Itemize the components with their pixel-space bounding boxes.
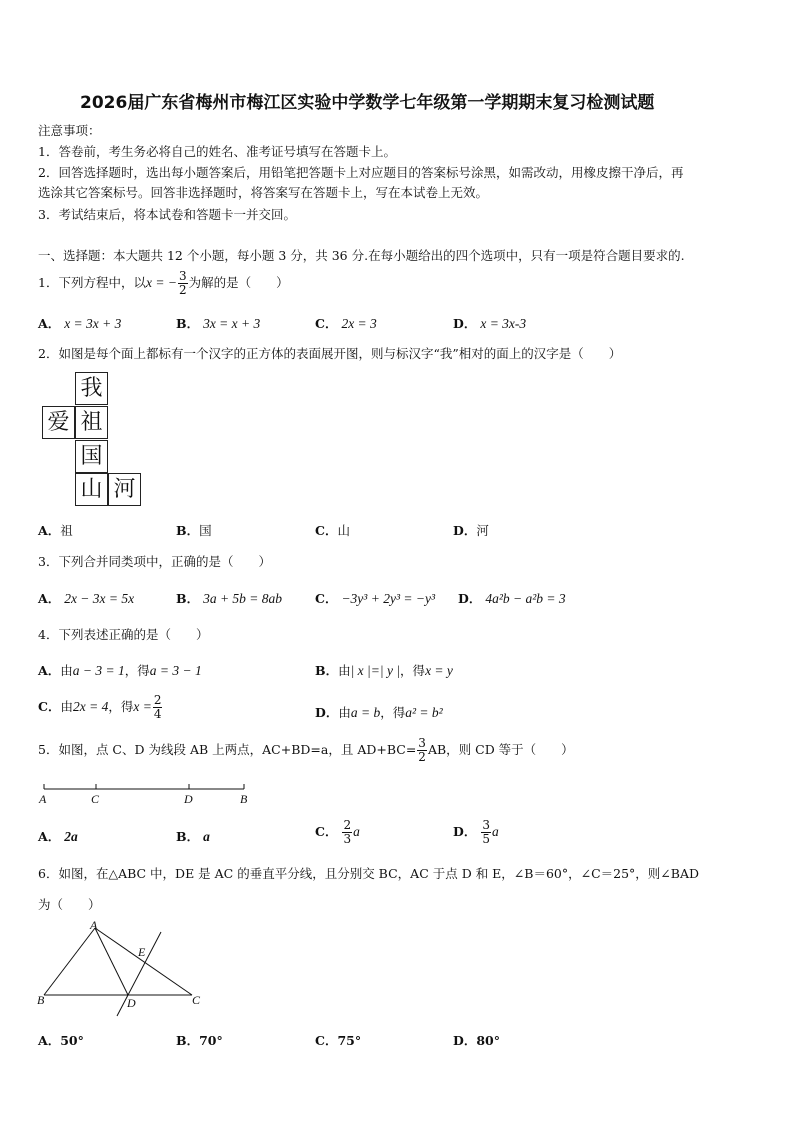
point-label: D (127, 996, 136, 1010)
q4-option-a[interactable] (38, 661, 202, 679)
option-label: D． (458, 591, 482, 606)
option-expression: x = (133, 699, 152, 714)
fraction-numerator: 2 (343, 818, 352, 832)
q6-option-b[interactable] (176, 1031, 223, 1049)
option-expression: a (203, 829, 210, 844)
option-label: C． (315, 316, 338, 331)
q6-option-c[interactable] (315, 1031, 361, 1049)
q1-stem-prefix: 1．下列方程中，以 (38, 275, 146, 290)
q5-option-c[interactable] (315, 817, 360, 847)
fraction-denominator: 4 (153, 707, 162, 721)
option-expression: | x |=| y | (350, 663, 401, 678)
fraction-denominator: 2 (178, 283, 187, 297)
option-text: 祖 (60, 523, 73, 538)
option-expression: a − 3 = 1 (72, 663, 125, 678)
option-expression: x = 3x + 3 (64, 316, 122, 331)
q5-option-b[interactable] (176, 827, 210, 845)
question-1-stem (38, 268, 289, 298)
q5-option-a[interactable] (38, 827, 78, 845)
notice-heading: 注意事项： (38, 123, 101, 138)
q5-stem-suffix: AB，则 CD 等于（ ） (427, 742, 574, 757)
option-label: D． (453, 316, 477, 331)
option-expression: a (491, 824, 499, 839)
notice-item: 2．回答选择题时，选出每小题答案后，用铅笔把答题卡上对应题目的答案标号涂黑，如需改动，用橡皮擦干净后，再 (38, 165, 684, 180)
option-text: 75° (337, 1033, 362, 1048)
q2-option-c[interactable] (315, 521, 350, 539)
net-face: 国 (75, 440, 108, 473)
option-fraction (481, 819, 491, 846)
q1-variable: x = − (145, 275, 177, 290)
segment-ad (95, 928, 128, 995)
option-expression: 4a²b − a²b = 3 (485, 591, 566, 606)
q4-option-d[interactable] (315, 703, 443, 721)
q5-fraction (417, 737, 427, 764)
option-label: A． (38, 829, 61, 844)
option-label: B． (176, 829, 200, 844)
option-label: A． (38, 523, 61, 538)
q6-option-a[interactable] (38, 1031, 84, 1049)
fraction-denominator: 2 (418, 750, 426, 764)
question-6-stem-continued: 为（ ） (38, 897, 101, 912)
option-text: 50° (60, 1033, 84, 1048)
option-label: B． (176, 316, 200, 331)
option-text: 80° (476, 1033, 500, 1048)
option-expression: 3a + 5b = 8ab (203, 591, 283, 606)
q1-option-d[interactable] (453, 314, 526, 332)
option-expression: 2x = 3 (341, 316, 377, 331)
option-label: B． (176, 591, 200, 606)
q5-stem-prefix: 5．如图，点 C、D 为线段 AB 上两点，AC+BD=a，且 AD+BC= (38, 742, 417, 757)
q3-option-b[interactable] (176, 589, 282, 607)
option-label: D． (315, 705, 339, 720)
option-label: C． (38, 699, 61, 714)
option-expression: a = b (350, 705, 381, 720)
net-face: 河 (108, 473, 141, 506)
option-label: C． (315, 1033, 338, 1048)
notice-item: 3．考试结束后，将本试卷和答题卡一并交回。 (38, 207, 296, 222)
q2-option-a[interactable] (38, 521, 73, 539)
q1-fraction (178, 270, 188, 297)
question-4-stem: 4．下列表述正确的是（ ） (38, 627, 209, 642)
q2-option-d[interactable] (453, 521, 489, 539)
option-text: 由 (338, 705, 351, 720)
option-text: 由 (60, 699, 73, 714)
option-label: A． (38, 591, 61, 606)
q3-option-d[interactable] (458, 589, 566, 607)
q1-option-b[interactable] (176, 314, 260, 332)
q4-option-b[interactable] (315, 661, 453, 679)
option-label: C． (315, 591, 338, 606)
point-label: A (90, 918, 98, 932)
option-label: D． (453, 523, 477, 538)
option-fraction (153, 694, 163, 721)
fraction-numerator: 2 (153, 693, 162, 707)
option-label: C． (315, 824, 338, 839)
option-expression: a (353, 824, 360, 839)
option-expression: a = 3 − 1 (149, 663, 202, 678)
q1-stem-suffix: 为解的是（ ） (188, 275, 289, 290)
option-text: 国 (199, 523, 212, 538)
page-title: 2026届广东省梅州市梅江区实验中学数学七年级第一学期期末复习检测试题 (80, 93, 655, 113)
question-6-stem: 6．如图，在△ABC 中，DE 是 AC 的垂直平分线，且分别交 BC，AC 于点 D 和 E，∠B＝60°，∠C＝25°，则∠BAD (38, 866, 700, 881)
point-label: A (39, 792, 47, 806)
question-5-stem (38, 735, 574, 765)
option-label: D． (453, 824, 477, 839)
option-label: A． (38, 1033, 61, 1048)
point-label: C (192, 993, 201, 1007)
side-ab (44, 928, 95, 995)
option-expression: 2a (64, 829, 78, 844)
triangle-figure (30, 918, 210, 1018)
q5-option-d[interactable] (453, 817, 499, 847)
point-label: D (184, 792, 193, 806)
point-label: B (240, 792, 248, 806)
net-face: 我 (75, 372, 108, 405)
option-expression: 2x = 4 (72, 699, 109, 714)
segment-figure (30, 780, 270, 810)
q6-option-d[interactable] (453, 1031, 500, 1049)
point-label: C (91, 792, 100, 806)
option-expression: 2x − 3x = 5x (64, 591, 135, 606)
point-label: B (37, 993, 45, 1007)
option-fraction (342, 819, 352, 846)
option-label: A． (38, 663, 61, 678)
question-3-stem: 3．下列合并同类项中，正确的是（ ） (38, 554, 271, 569)
option-text: ，得 (400, 663, 426, 678)
q3-option-a[interactable] (38, 589, 134, 607)
option-expression: x = y (425, 663, 453, 678)
net-face: 山 (75, 473, 108, 506)
option-label: A． (38, 316, 61, 331)
question-2-stem: 2．如图是每个面上都标有一个汉字的正方体的表面展开图，则与标汉字“我”相对的面上的汉字是（ ） (38, 346, 622, 361)
fraction-numerator: 3 (482, 818, 490, 832)
fraction-numerator: 3 (418, 736, 426, 750)
option-label: D． (453, 1033, 477, 1048)
fraction-denominator: 5 (482, 832, 490, 846)
option-expression: x = 3x-3 (480, 316, 527, 331)
q2-option-b[interactable] (176, 521, 212, 539)
q1-option-a[interactable] (38, 314, 121, 332)
option-expression: −3y³ + 2y³ = −y³ (341, 591, 435, 606)
q1-option-c[interactable] (315, 314, 377, 332)
net-face: 祖 (75, 406, 108, 439)
option-text: 山 (337, 523, 350, 538)
option-label: B． (176, 523, 200, 538)
side-ac (95, 928, 192, 995)
notice-item: 1．答卷前，考生务必将自己的姓名、准考证号填写在答题卡上。 (38, 144, 396, 159)
fraction-numerator: 3 (178, 269, 187, 283)
option-text: ，得 (124, 663, 150, 678)
option-label: C． (315, 523, 338, 538)
option-text: 由 (338, 663, 351, 678)
option-expression: a² = b² (405, 705, 443, 720)
notice-item: 选涂其它答案标号。回答非选择题时，将答案写在答题卡上，写在本试卷上无效。 (38, 185, 489, 200)
option-label: B． (176, 1033, 200, 1048)
q4-option-c[interactable] (38, 692, 163, 722)
fraction-denominator: 3 (343, 832, 352, 846)
option-text: 河 (476, 523, 489, 538)
net-face: 爱 (42, 406, 75, 439)
option-text: 70° (199, 1033, 223, 1048)
option-label: B． (315, 663, 339, 678)
section-heading: 一、选择题：本大题共 12 个小题，每小题 3 分，共 36 分.在每小题给出的四个选项中，只有一项是符合题目要求的. (38, 248, 685, 263)
option-text: ，得 (108, 699, 134, 714)
q3-option-c[interactable] (315, 589, 435, 607)
point-label: E (138, 945, 146, 959)
option-text: ，得 (380, 705, 406, 720)
option-expression: 3x = x + 3 (203, 316, 261, 331)
option-text: 由 (60, 663, 73, 678)
